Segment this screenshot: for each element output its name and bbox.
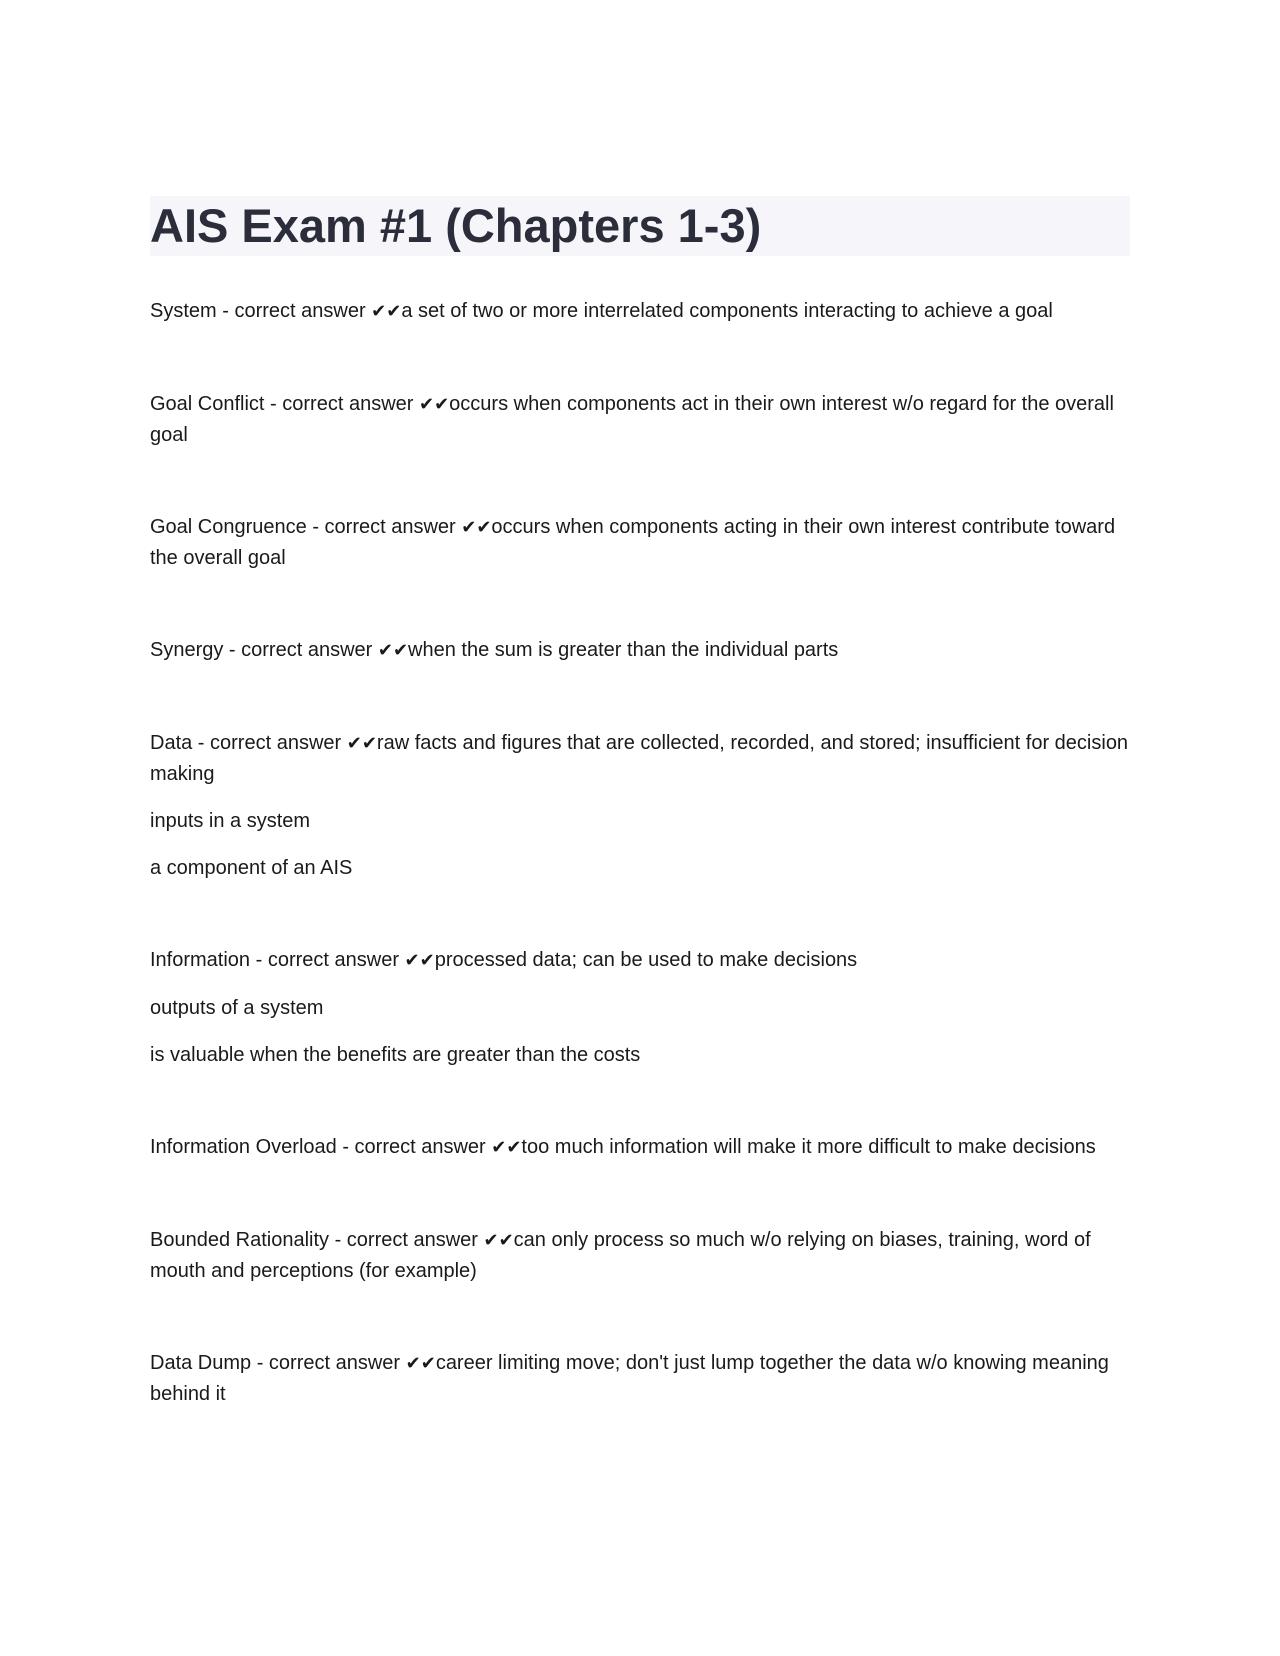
- entry-term: Goal Conflict - correct answer: [150, 393, 419, 415]
- double-check-icon: ✔✔: [418, 394, 450, 415]
- entry-extra-line: is valuable when the benefits are greater than the costs: [150, 1044, 641, 1066]
- entry-main-line: [150, 635, 1130, 666]
- entry-definition: can only process so much w/o relying on biases, training, word of mouth and perceptions (for example): [150, 1229, 1091, 1282]
- entry-term: Synergy - correct answer: [150, 639, 378, 661]
- flashcard-entry: [150, 389, 1130, 450]
- double-check-icon: ✔✔: [371, 301, 402, 322]
- entry-main-line: [150, 512, 1130, 573]
- flashcard-entry: [150, 1132, 1130, 1163]
- entry-definition: raw facts and figures that are collected, recorded, and stored; insufficient for decision making: [150, 732, 1129, 785]
- entry-term: System - correct answer: [150, 300, 372, 322]
- entry-main-line: [150, 1225, 1130, 1286]
- title-bar: [150, 196, 1130, 256]
- flashcard-entry: [150, 945, 1130, 1070]
- document-title: AIS Exam #1 (Chapters 1-3): [150, 199, 762, 252]
- entry-term: Information Overload - correct answer: [150, 1136, 492, 1158]
- entries-list: [150, 296, 1130, 1409]
- entry-definition: when the sum is greater than the individual parts: [408, 639, 839, 661]
- entry-main-line: [150, 728, 1130, 789]
- flashcard-entry: [150, 1225, 1130, 1286]
- flashcard-entry: [150, 635, 1130, 666]
- double-check-icon: ✔✔: [405, 1353, 436, 1374]
- entry-main-line: [150, 1132, 1130, 1163]
- entry-definition: occurs when components act in their own interest w/o regard for the overall goal: [150, 393, 1114, 446]
- document-page: [150, 196, 1130, 1471]
- entry-definition: occurs when components acting in their own interest contribute toward the overall goal: [150, 516, 1116, 569]
- entry-term: Data - correct answer: [150, 732, 347, 754]
- entry-extra-line: a component of an AIS: [150, 857, 353, 879]
- double-check-icon: ✔✔: [346, 733, 377, 754]
- flashcard-entry: [150, 728, 1130, 883]
- entry-term: Data Dump - correct answer: [150, 1352, 406, 1374]
- double-check-icon: ✔✔: [377, 640, 409, 661]
- entry-main-line: [150, 389, 1130, 450]
- entry-term: Bounded Rationality - correct answer: [150, 1229, 484, 1251]
- entry-definition: a set of two or more interrelated components interacting to achieve a goal: [401, 300, 1053, 322]
- double-check-icon: ✔✔: [491, 1137, 522, 1158]
- entry-main-line: [150, 945, 1130, 976]
- flashcard-entry: [150, 512, 1130, 573]
- entry-main-line: [150, 296, 1130, 327]
- entry-term: Goal Congruence - correct answer: [150, 516, 462, 538]
- flashcard-entry: [150, 296, 1130, 327]
- double-check-icon: ✔✔: [461, 517, 492, 538]
- double-check-icon: ✔✔: [404, 950, 435, 971]
- entry-main-line: [150, 1348, 1130, 1409]
- entry-definition: processed data; can be used to make decisions: [434, 949, 858, 971]
- flashcard-entry: [150, 1348, 1130, 1409]
- entry-extra-line: inputs in a system: [150, 810, 311, 832]
- entry-definition: too much information will make it more difficult to make decisions: [521, 1136, 1096, 1158]
- double-check-icon: ✔✔: [483, 1230, 514, 1251]
- entry-term: Information - correct answer: [150, 949, 405, 971]
- entry-extra-line: outputs of a system: [150, 997, 324, 1019]
- entry-definition: career limiting move; don't just lump together the data w/o knowing meaning behind it: [150, 1352, 1109, 1405]
